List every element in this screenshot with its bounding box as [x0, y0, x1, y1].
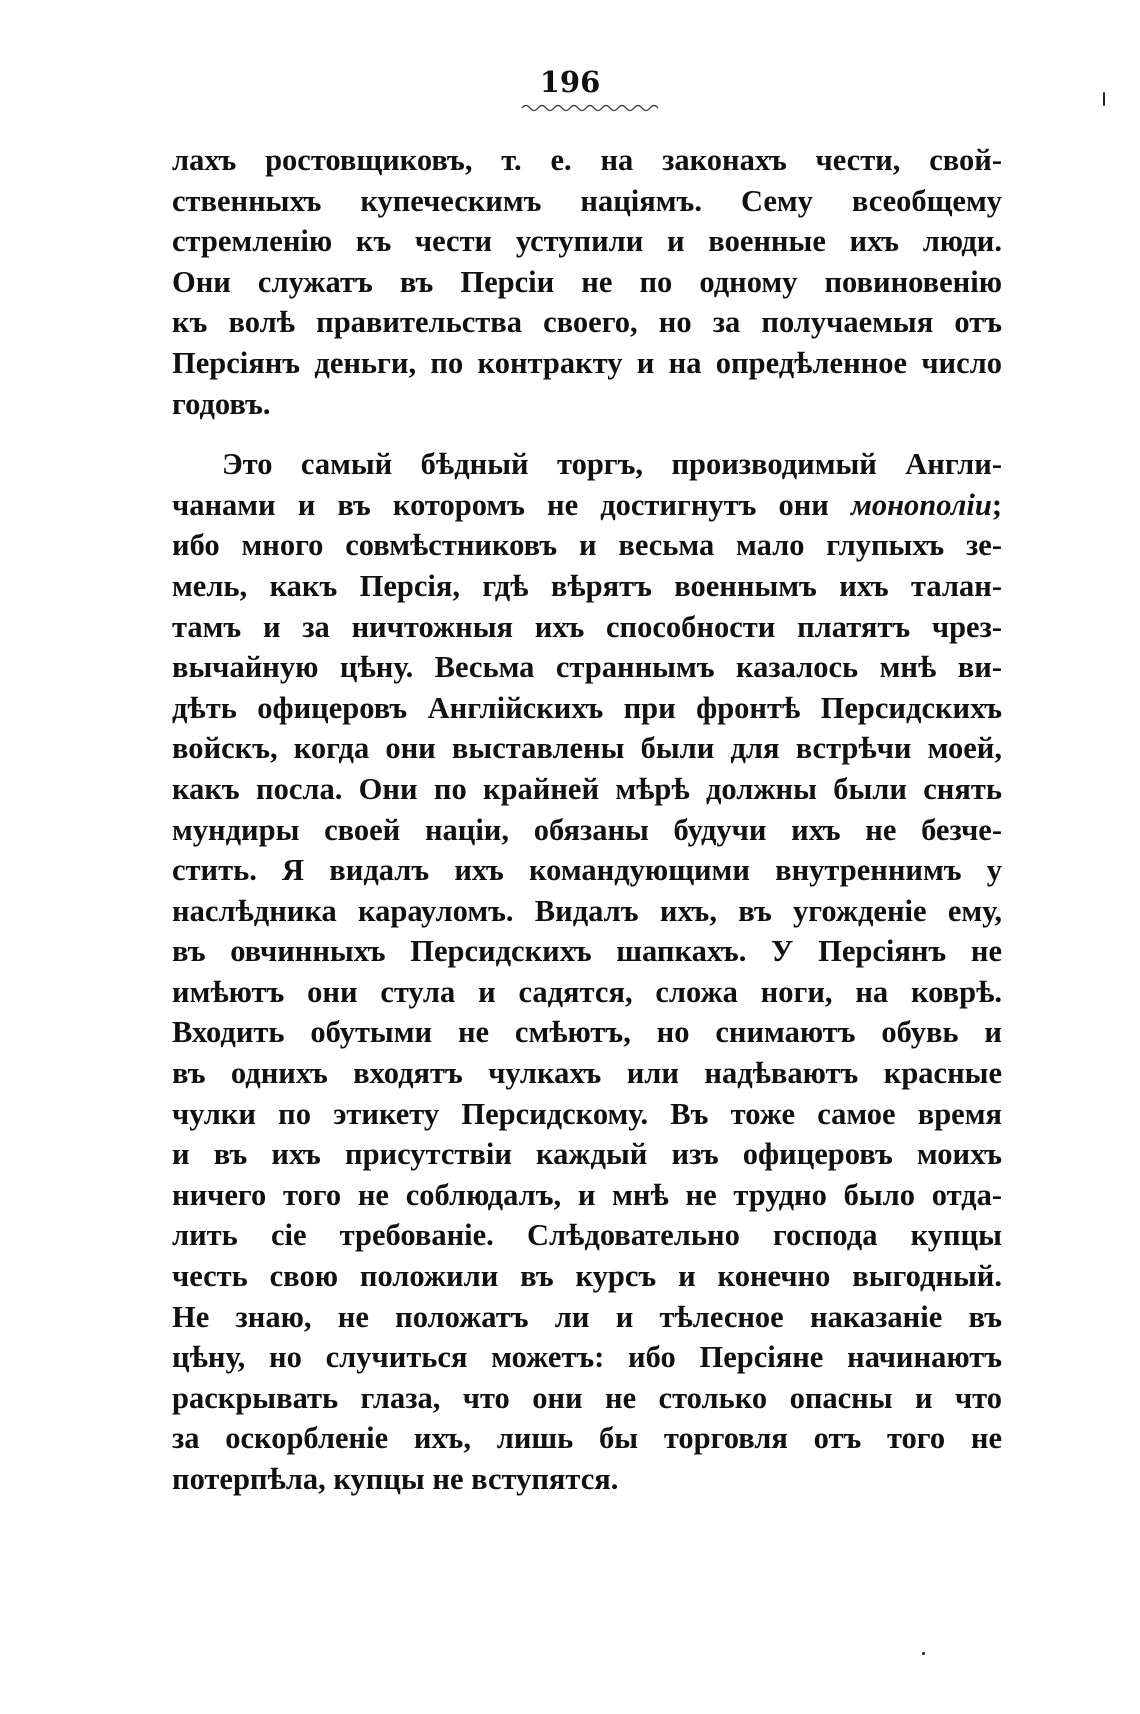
text-line: къ волѣ правительства своего, но за получаемыя отъ: [172, 305, 1002, 340]
text-segment: чанами и въ которомъ не достигнутъ они: [172, 487, 851, 522]
text-line: Это самый бѣдный торгъ, производимый Англи-: [222, 447, 1002, 482]
text-line: Они служатъ въ Персіи не по одному повиновенію: [172, 264, 1002, 299]
text-line: ственныхъ купеческимъ націямъ. Сему всеобщему: [172, 183, 1002, 218]
text-line: Не знаю, не положатъ ли и тѣлесное наказаніе въ: [172, 1299, 1002, 1334]
print-speck: [1103, 92, 1105, 106]
body-text: [172, 140, 1002, 1500]
italic-word: монополіи: [850, 487, 992, 522]
text-line: лить сіе требованіе. Слѣдовательно господа купцы: [172, 1218, 1002, 1253]
text-line: потерпѣла, купцы не вступятся.: [172, 1462, 619, 1496]
text-line: въ овчинныхъ Персидскихъ шапкахъ. У Персіянъ не: [172, 934, 1002, 969]
print-speck: [922, 1652, 925, 1655]
text-line: годовъ.: [172, 386, 271, 421]
text-line: раскрывать глаза, что они не столько опасны и что: [172, 1380, 1002, 1415]
text-line: какъ посла. Они по крайней мѣрѣ должны были снять: [172, 771, 1002, 806]
text-line: лахъ ростовщиковъ, т. е. на законахъ чести, свой-: [172, 143, 1002, 177]
text-segment: ;: [991, 487, 1002, 522]
text-line-with-italic: [172, 485, 1002, 526]
text-line: имѣютъ они стула и садятся, сложа ноги, на коврѣ.: [172, 974, 1002, 1009]
ornament-divider: [520, 102, 660, 114]
text-line: стремленію къ чести уступили и военные ихъ люди.: [172, 224, 1002, 259]
text-line: ничего того не соблюдалъ, и мнѣ не трудно было отда-: [172, 1177, 1002, 1212]
text-line: въ однихъ входятъ чулкахъ или надѣваютъ красные: [172, 1056, 1002, 1091]
text-line: за оскорбленіе ихъ, лишь бы торговля отъ того не: [172, 1421, 1002, 1456]
text-line: и въ ихъ присутствіи каждый изъ офицеровъ моихъ: [172, 1137, 1002, 1172]
text-line: мель, какъ Персія, гдѣ вѣрятъ военнымъ ихъ талан-: [172, 568, 1002, 603]
text-line: тамъ и за ничтожныя ихъ способности платятъ чрез-: [172, 609, 1002, 644]
text-line: чулки по этикету Персидскому. Въ тоже самое время: [172, 1096, 1002, 1131]
text-line: Входить обутыми не смѣютъ, но снимаютъ обувь и: [172, 1015, 1002, 1050]
text-line: наслѣдника карауломъ. Видалъ ихъ, въ угожденіе ему,: [172, 893, 1002, 928]
paragraph-gap: [172, 424, 1002, 444]
text-line: цѣну, но случиться можетъ: ибо Персіяне начинаютъ: [172, 1340, 1002, 1375]
text-line: Персіянъ деньги, по контракту и на опредѣленное число: [172, 345, 1002, 380]
text-line: дѣть офицеровъ Англійскихъ при фронтѣ Персидскихъ: [172, 690, 1002, 725]
text-line: мундиры своей націи, обязаны будучи ихъ не безче-: [172, 812, 1002, 847]
text-line: ибо много совмѣстниковъ и весьма мало глупыхъ зе-: [172, 528, 1002, 563]
text-line: войскъ, когда они выставлены были для встрѣчи моей,: [172, 731, 1002, 766]
page-number: 196: [539, 65, 601, 99]
text-line: честь свою положили въ курсъ и конечно выгодный.: [172, 1259, 1002, 1294]
text-line: вычайную цѣну. Весьма страннымъ казалось мнѣ ви-: [172, 650, 1002, 685]
text-line: стить. Я видалъ ихъ командующими внутреннимъ у: [172, 853, 1002, 888]
